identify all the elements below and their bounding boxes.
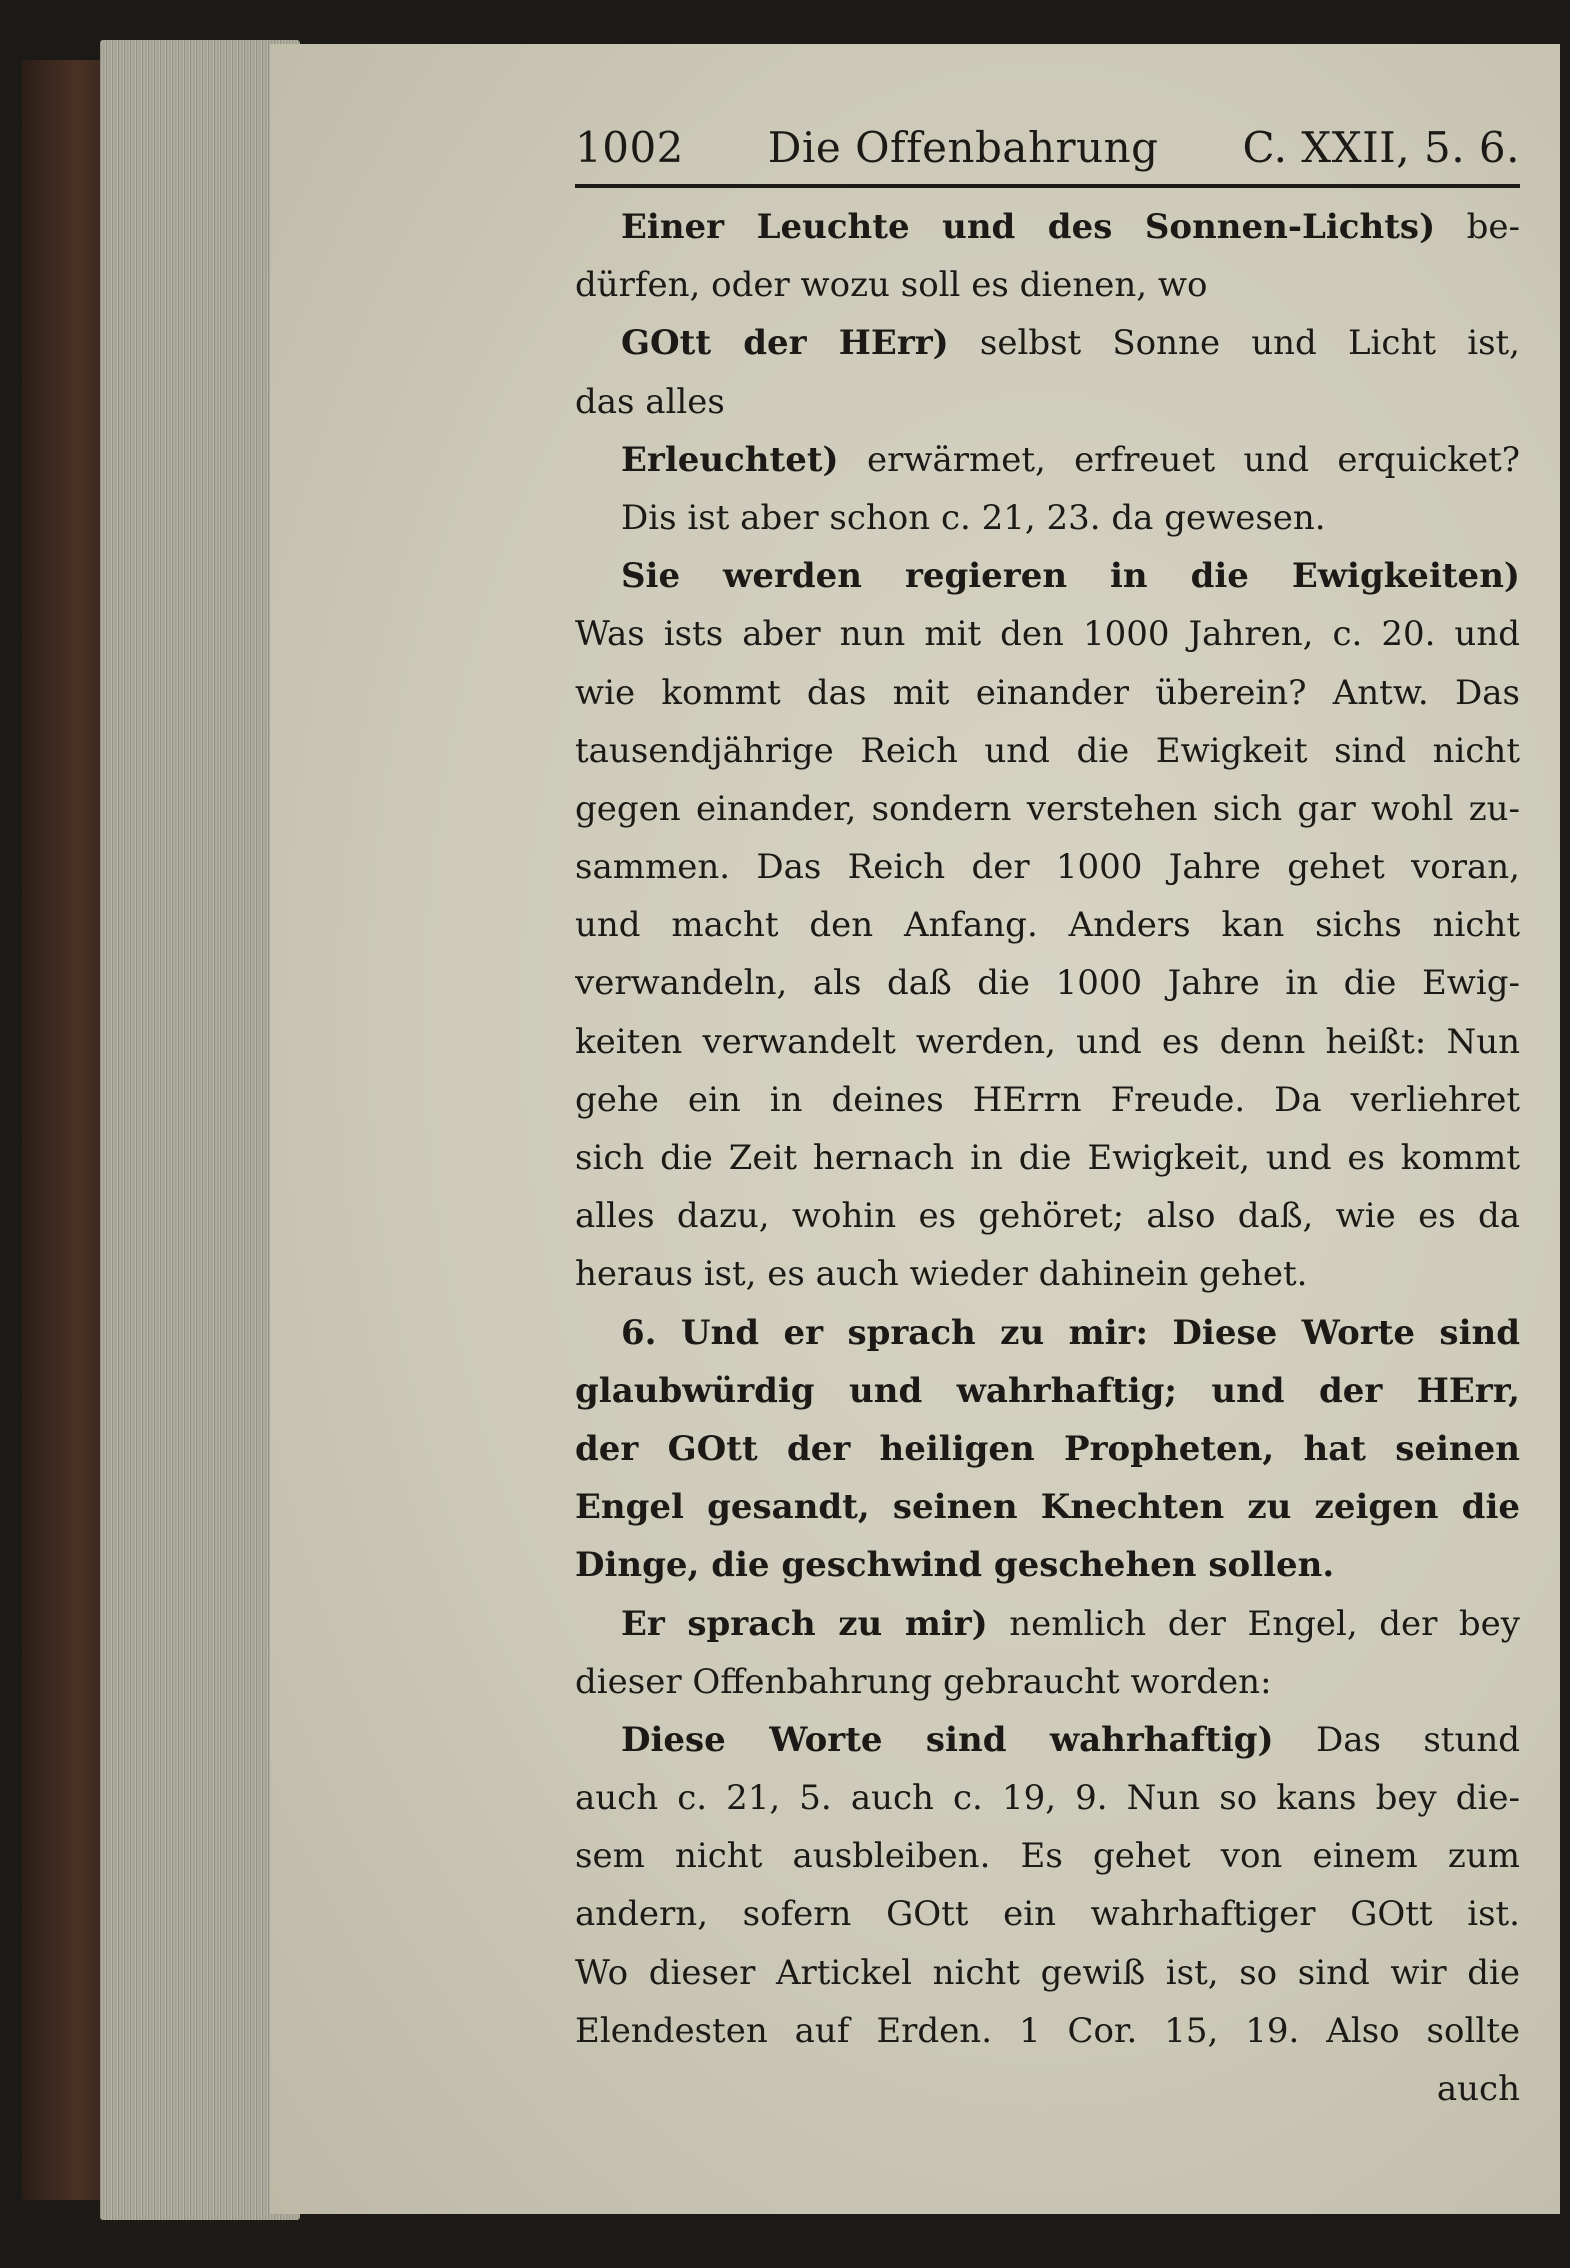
text-line [575, 1420, 1520, 1478]
line-text: gegen einander, sondern verstehen sich gar wohl zu- [575, 788, 1520, 829]
line-text: Was ists aber nun mit den 1000 Jahren, c. 20. und [575, 614, 1520, 655]
running-head [575, 120, 1520, 176]
lemma: Engel gesandt, seinen Knechten zu zeigen die [575, 1487, 1520, 1528]
text-line [575, 896, 1520, 954]
line-text: tausendjährige Reich und die Ewigkeit sind nicht [575, 730, 1520, 771]
chapter-reference: C. XXII, 5. 6. [1242, 123, 1520, 172]
line-text: sammen. Das Reich der 1000 Jahre gehet voran, [575, 847, 1520, 888]
lemma: Sie werden regieren in die Ewigkeiten) [621, 556, 1520, 597]
text-line [575, 1304, 1520, 1362]
text-line [575, 1595, 1520, 1653]
line-text: sem nicht ausbleiben. Es gehet von einem zum [575, 1836, 1520, 1877]
text-line [575, 489, 1520, 547]
lemma: Diese Worte sind wahrhaftig) [621, 1719, 1274, 1760]
line-text: gehe ein in deines HErrn Freude. Da verliehret [575, 1079, 1520, 1120]
line-text: Dis ist aber schon c. 21, 23. da gewesen. [621, 497, 1326, 538]
text-line [575, 954, 1520, 1012]
page-title: Die Offenbahrung [767, 123, 1159, 172]
text-line [575, 1944, 1520, 2002]
text-line [575, 1013, 1520, 1071]
text-line [575, 1711, 1520, 1769]
text-line [575, 605, 1520, 663]
line-text: nemlich der Engel, der bey [987, 1603, 1520, 1644]
page-number: 1002 [575, 123, 684, 172]
text-line [575, 838, 1520, 896]
line-text: Wo dieser Artickel nicht gewiß ist, so sind wir die [575, 1952, 1520, 1993]
lemma: Einer Leuchte und des Sonnen-Lichts) [621, 207, 1436, 247]
lemma: der GOtt der heiligen Propheten, hat seinen [575, 1428, 1520, 1469]
line-text: dürfen, oder wozu soll es dienen, wo [575, 265, 1208, 306]
page-text-block [575, 120, 1520, 2118]
line-text: auch c. 21, 5. auch c. 19, 9. Nun so kans bey die- [575, 1778, 1520, 1819]
text-line [575, 373, 1520, 431]
text-line [575, 1245, 1520, 1303]
text-line [575, 1536, 1520, 1594]
text-line [575, 431, 1520, 489]
text-line [575, 1071, 1520, 1129]
text-line [575, 722, 1520, 780]
text-line [575, 1129, 1520, 1187]
lemma: Dinge, die geschwind geschehen sollen. [575, 1545, 1335, 1586]
lemma: 6. Und er sprach zu mir: Diese Worte sind [621, 1312, 1520, 1353]
line-text: be- [1435, 207, 1520, 247]
body-text [575, 198, 1520, 2060]
text-line [575, 256, 1520, 314]
lemma: GOtt der HErr) [621, 323, 949, 364]
text-line [575, 547, 1520, 605]
catchword: auch [1436, 2069, 1520, 2109]
text-line [575, 1362, 1520, 1420]
line-text: alles dazu, wohin es gehöret; also daß, wie es da [575, 1196, 1520, 1237]
text-line [575, 1885, 1520, 1943]
header-rule [575, 184, 1520, 188]
line-text: Das stund [1273, 1719, 1520, 1760]
lemma: glaubwürdig und wahrhaftig; und der HErr, [575, 1370, 1520, 1411]
lemma: Er sprach zu mir) [621, 1603, 988, 1644]
line-text: keiten verwandelt werden, und es denn heißt: Nun [575, 1021, 1520, 1062]
text-line [575, 1478, 1520, 1536]
text-line [575, 664, 1520, 722]
line-text: das alles [575, 381, 725, 422]
line-text: sich die Zeit hernach in die Ewigkeit, und es kommt [575, 1138, 1520, 1178]
text-line [575, 1827, 1520, 1885]
line-text: und macht den Anfang. Anders kan sichs nicht [575, 905, 1520, 946]
line-text: erwärmet, erfreuet und erquicket? [838, 439, 1520, 480]
text-line [575, 1653, 1520, 1711]
lemma: Erleuchtet) [621, 439, 839, 480]
line-text: verwandeln, als daß die 1000 Jahre in die Ewig- [575, 963, 1520, 1004]
line-text: wie kommt das mit einander überein? Antw. Das [575, 672, 1520, 713]
text-line [575, 1769, 1520, 1827]
text-line [575, 1187, 1520, 1245]
text-line [575, 314, 1520, 372]
text-line [575, 780, 1520, 838]
line-text: andern, sofern GOtt ein wahrhaftiger GOtt ist. [575, 1894, 1520, 1935]
text-line [575, 2002, 1520, 2060]
line-text: selbst Sonne und Licht ist, [948, 323, 1520, 364]
line-text: dieser Offenbahrung gebraucht worden: [575, 1661, 1272, 1702]
line-text: heraus ist, es auch wieder dahinein gehet. [575, 1254, 1308, 1295]
text-line [575, 198, 1520, 256]
line-text: Elendesten auf Erden. 1 Cor. 15, 19. Also sollte [575, 2010, 1520, 2051]
